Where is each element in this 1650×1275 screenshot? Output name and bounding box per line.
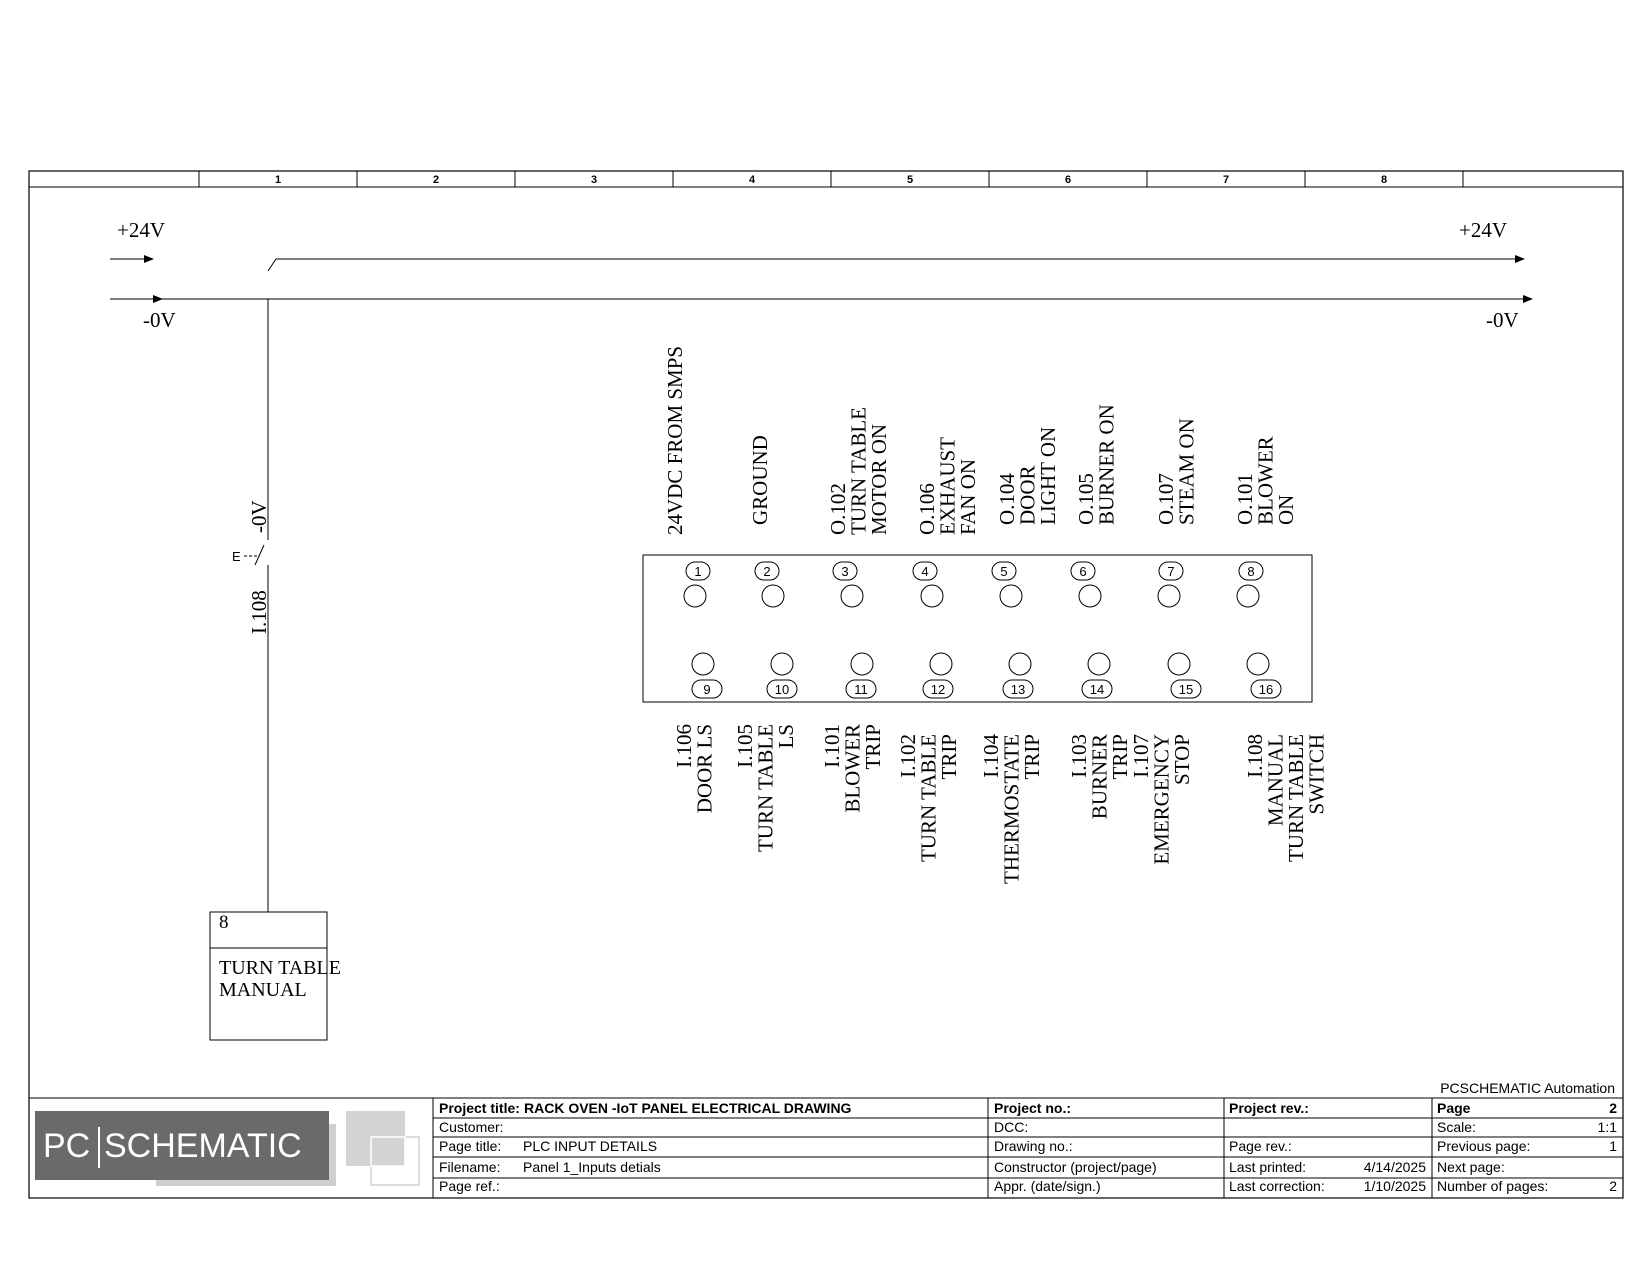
rail-positive-label-left: +24V — [117, 218, 166, 242]
scale-label: Scale: — [1437, 1119, 1476, 1135]
rail-negative-label-right: -0V — [1486, 308, 1519, 332]
switch-input-tag: I.108 — [247, 590, 271, 634]
page-ref-label: Page ref.: — [439, 1178, 500, 1194]
terminal-screw — [1000, 585, 1022, 607]
top-label-line: DOOR — [1015, 465, 1040, 525]
constructor-label: Constructor (project/page) — [994, 1159, 1157, 1175]
terminal-screw — [692, 653, 714, 675]
project-title-label: Project title: — [439, 1100, 520, 1116]
device-box-number: 8 — [219, 912, 229, 933]
appr-label: Appr. (date/sign.) — [994, 1178, 1101, 1194]
page-label: Page — [1437, 1100, 1471, 1116]
switch-wire-label: -0V — [247, 500, 271, 533]
project-title-value: RACK OVEN -IoT PANEL ELECTRICAL DRAWING — [524, 1100, 852, 1116]
last-correction-value: 1/10/2025 — [1363, 1178, 1426, 1194]
bottom-label-line: TRIP — [937, 734, 961, 780]
top-label-line: ON — [1274, 494, 1298, 525]
terminal-number-bottom: 15 — [1178, 682, 1194, 697]
bottom-label-line: TURN TABLE — [1284, 734, 1308, 863]
company-header: PCSCHEMATIC Automation — [1440, 1080, 1615, 1096]
last-printed-label: Last printed: — [1229, 1159, 1307, 1175]
previous-page-value: 1 — [1609, 1138, 1617, 1154]
bottom-label-line: SWITCH — [1304, 734, 1329, 815]
number-of-pages-label: Number of pages: — [1437, 1178, 1549, 1194]
bottom-label-line: I.106 — [672, 724, 696, 768]
terminal-number-bottom: 11 — [854, 682, 868, 697]
terminal-screw — [1079, 585, 1101, 607]
top-label-line: O.104 — [995, 473, 1019, 525]
dcc-label: DCC: — [994, 1119, 1029, 1135]
bottom-label-line: BLOWER — [840, 724, 865, 813]
bottom-label-line: EMERGENCY — [1149, 734, 1174, 865]
column-number: 5 — [906, 174, 914, 186]
bottom-label-line: LS — [774, 724, 798, 749]
bottom-label-line: I.107 — [1129, 734, 1153, 778]
column-number: 1 — [274, 174, 282, 186]
top-label-line: O.101 — [1233, 473, 1257, 525]
terminal-number-bottom: 13 — [1010, 682, 1026, 697]
drawing-no-label: Drawing no.: — [994, 1138, 1073, 1154]
column-number: 6 — [1064, 174, 1072, 186]
top-label-line: STEAM ON — [1174, 418, 1199, 525]
logo-text-right: SCHEMATIC — [104, 1127, 302, 1165]
bottom-label-line: I.103 — [1067, 734, 1091, 778]
number-of-pages-value: 2 — [1609, 1178, 1617, 1194]
bottom-label-line: THERMOSTATE — [999, 734, 1024, 884]
page-title-value: PLC INPUT DETAILS — [523, 1138, 658, 1154]
rail-positive-label-right: +24V — [1459, 218, 1508, 242]
terminal-screw — [1088, 653, 1110, 675]
terminal-block — [643, 555, 1312, 702]
column-number: 3 — [590, 174, 598, 186]
top-label-line: O.102 — [826, 483, 850, 535]
top-label-line: GROUND — [748, 435, 772, 525]
terminal-screw — [930, 653, 952, 675]
bottom-label-line: MANUAL — [1263, 734, 1288, 827]
terminal-number-bottom: 10 — [774, 682, 790, 697]
top-label-line: BLOWER — [1253, 436, 1278, 525]
column-ruler — [199, 171, 1463, 187]
terminal-number-top: 1 — [694, 564, 702, 579]
terminal-number-bottom: 9 — [703, 682, 711, 697]
terminal-number-top: 2 — [763, 564, 771, 579]
last-correction-label: Last correction: — [1229, 1178, 1325, 1194]
terminal-screw — [1237, 585, 1259, 607]
customer-label: Customer: — [439, 1119, 504, 1135]
column-number: 2 — [432, 174, 440, 186]
terminal-number-top: 8 — [1247, 564, 1255, 579]
device-box-line2: MANUAL — [219, 979, 307, 1001]
top-label-line: BURNER ON — [1094, 404, 1119, 525]
page-rev-label: Page rev.: — [1229, 1138, 1292, 1154]
terminal-number-bottom: 12 — [930, 682, 946, 697]
bottom-label-line: I.108 — [1243, 734, 1267, 778]
bottom-label-line: BURNER — [1087, 734, 1112, 820]
terminal-screw — [1247, 653, 1269, 675]
terminal-number-bottom: 16 — [1258, 682, 1274, 697]
bottom-label-line: TRIP — [1108, 734, 1132, 780]
terminal-screw — [1158, 585, 1180, 607]
device-box-line1: TURN TABLE — [219, 957, 341, 979]
top-label-line: O.106 — [915, 483, 939, 535]
column-number: 7 — [1222, 174, 1230, 186]
terminal-screw — [851, 653, 873, 675]
bottom-label-line: I.104 — [979, 734, 1003, 778]
terminal-number-top: 3 — [841, 564, 849, 579]
terminal-number-top: 6 — [1079, 564, 1087, 579]
top-label-line: EXHAUST — [935, 437, 960, 535]
bottom-label-line: DOOR LS — [692, 724, 717, 814]
top-label-line: O.105 — [1074, 473, 1098, 525]
terminal-screw — [921, 585, 943, 607]
top-label-line: 24VDC FROM SMPS — [663, 345, 687, 535]
terminal-screw — [1168, 653, 1190, 675]
terminal-number-top: 5 — [1000, 564, 1008, 579]
bottom-label-line: TURN TABLE — [916, 734, 941, 863]
column-number: 8 — [1380, 174, 1388, 186]
terminal-screw — [762, 585, 784, 607]
top-label-line: O.107 — [1154, 473, 1178, 525]
project-rev-label: Project rev.: — [1229, 1100, 1309, 1116]
bottom-label-line: TURN TABLE — [753, 724, 778, 853]
top-label-line: FAN ON — [956, 458, 980, 535]
top-label-line: TURN TABLE — [846, 406, 871, 535]
logo-text-left: PC — [43, 1127, 91, 1165]
terminal-number-top: 7 — [1167, 564, 1175, 579]
switch-contact-letter: E — [232, 549, 241, 564]
page-value: 2 — [1609, 1100, 1617, 1116]
terminal-screw — [684, 585, 706, 607]
rail-negative-label-left: -0V — [143, 308, 176, 332]
bottom-label-line: STOP — [1170, 734, 1194, 785]
filename-value: Panel 1_Inputs detials — [523, 1159, 661, 1175]
terminal-screw — [841, 585, 863, 607]
page-title-label: Page title: — [439, 1138, 502, 1154]
bottom-label-line: TRIP — [861, 724, 885, 770]
bottom-label-line: I.105 — [733, 724, 757, 768]
previous-page-label: Previous page: — [1437, 1138, 1531, 1154]
top-label-line: LIGHT ON — [1036, 426, 1060, 525]
next-page-label: Next page: — [1437, 1159, 1505, 1175]
scale-value: 1:1 — [1597, 1119, 1617, 1135]
positive-rail — [268, 259, 1524, 271]
project-no-label: Project no.: — [994, 1100, 1072, 1116]
terminal-screw — [771, 653, 793, 675]
switch-contact-blade — [255, 545, 264, 565]
bottom-label-line: I.102 — [896, 734, 920, 778]
filename-label: Filename: — [439, 1159, 501, 1175]
terminal-block-contents — [663, 346, 1329, 884]
bottom-label-line: TRIP — [1020, 734, 1044, 780]
bottom-label-line: I.101 — [820, 724, 844, 768]
last-printed-value: 4/14/2025 — [1363, 1159, 1426, 1175]
column-number: 4 — [748, 174, 756, 186]
top-label-line: MOTOR ON — [867, 423, 891, 535]
terminal-screw — [1009, 653, 1031, 675]
terminal-number-top: 4 — [921, 564, 929, 579]
pc-schematic-logo — [35, 1111, 419, 1186]
terminal-number-bottom: 14 — [1089, 682, 1105, 697]
